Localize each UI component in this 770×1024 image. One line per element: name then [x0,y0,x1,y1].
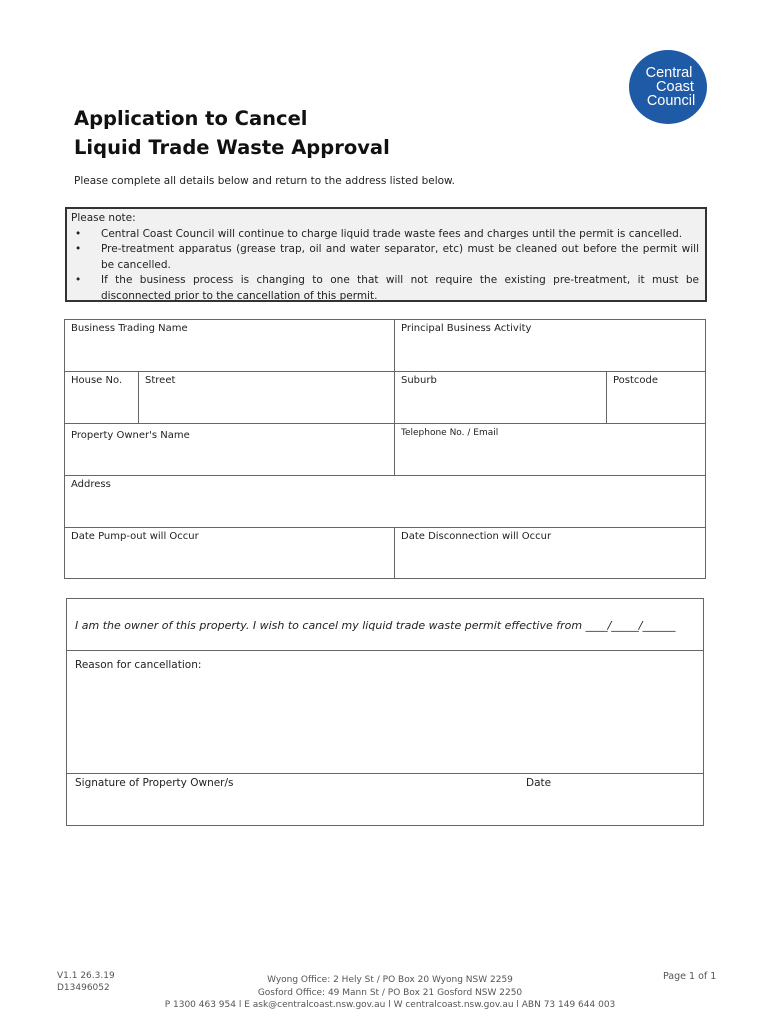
page-title [74,104,390,162]
logo-line-3: Council [646,93,696,109]
date-disconnection-field[interactable] [395,528,705,578]
date-label: Date [526,777,552,789]
note-item: • If the business process is changing to one that will not require the existing pre-treatment, it must be disconnected prior to the cancellation of this permit. [71,273,699,304]
house-no-label: House No. [71,375,123,386]
contact-line: P 1300 463 954 l E ask@centralcoast.nsw.gov.au l W centralcoast.nsw.gov.au l ABN 73 149 644 003 [164,1000,616,1010]
date-disconnection-label: Date Disconnection will Occur [401,531,552,542]
note-item: • Pre-treatment apparatus (grease trap, oil and water separator, etc) must be cleaned out before the permit will be cancelled. [71,242,699,273]
address-label: Address [71,479,111,490]
date-pumpout-field[interactable] [65,528,395,578]
postcode-label: Postcode [613,375,659,386]
property-owners-name-field[interactable] [65,424,395,476]
cancellation-statement: I am the owner of this property. I wish to cancel my liquid trade waste permit effective from ____/_____/______ [75,619,676,632]
version-info [57,970,115,994]
postcode-field[interactable] [607,372,705,424]
suburb-field[interactable] [395,372,607,424]
suburb-label: Suburb [401,375,437,386]
street-label: Street [145,375,176,386]
document-id: D13496052 [57,983,110,993]
reason-label: Reason for cancellation: [75,659,202,671]
telephone-email-label: Telephone No. / Email [401,428,499,438]
street-field[interactable] [139,372,395,424]
business-trading-name-label: Business Trading Name [71,323,188,334]
principal-business-activity-label: Principal Business Activity [401,323,532,334]
note-item: • Central Coast Council will continue to charge liquid trade waste fees and charges until the permit is cancelled. [71,227,699,243]
wyong-office: Wyong Office: 2 Hely St / PO Box 20 Wyong NSW 2259 [267,975,513,985]
council-contact-info [140,974,640,1012]
logo-line-2: Coast [656,79,694,95]
version-number: V1.1 26.3.19 [57,971,115,981]
reason-field[interactable] [67,651,703,774]
principal-business-activity-field[interactable] [395,320,705,372]
address-field[interactable] [65,476,705,528]
house-no-field[interactable] [65,372,139,424]
gosford-office: Gosford Office: 49 Mann St / PO Box 21 Gosford NSW 2250 [257,987,523,998]
title-line-1: Application to Cancel [74,107,308,130]
note-list [71,227,699,305]
logo-line-1: Central [645,65,693,81]
note-box [65,207,707,302]
telephone-email-field[interactable] [395,424,705,476]
cancellation-statement-row[interactable] [67,599,703,651]
title-line-2: Liquid Trade Waste Approval [74,136,390,159]
page-number: Page 1 of 1 [663,971,717,982]
council-logo [629,50,707,124]
declaration-section [66,598,704,826]
note-heading: Please note: [71,212,136,224]
signature-label: Signature of Property Owner/s [75,777,234,789]
details-form [64,319,706,579]
business-trading-name-field[interactable] [65,320,395,372]
date-pumpout-label: Date Pump-out will Occur [71,531,199,542]
intro-text: Please complete all details below and return to the address listed below. [74,175,455,187]
property-owners-name-label: Property Owner's Name [71,430,190,441]
